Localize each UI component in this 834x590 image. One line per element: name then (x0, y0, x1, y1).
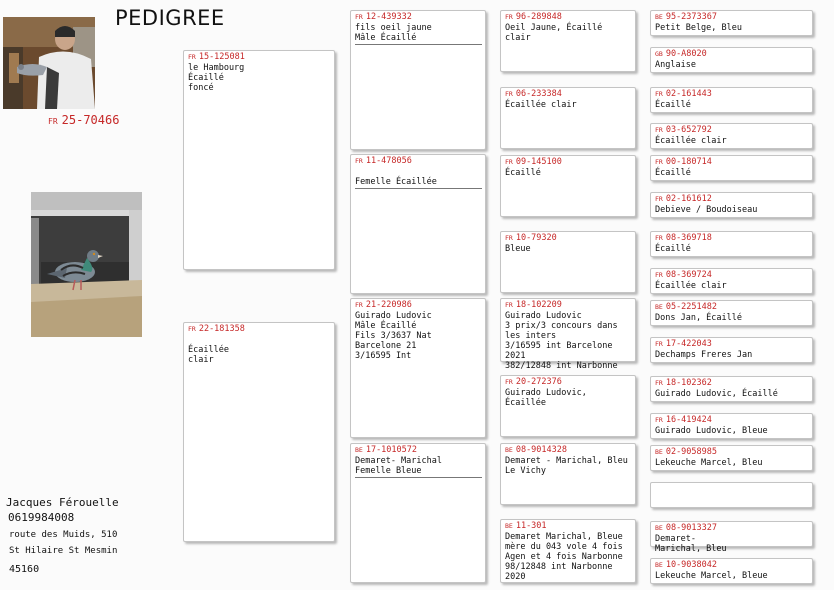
pedigree-sire: FR 15-125081 le Hambourg Écaillé foncé (183, 50, 335, 270)
pedigree-gen3-box: FR 96-289848 Oeil Jaune, Écaillé clair (500, 10, 636, 72)
page-title: PEDIGREE (115, 6, 225, 30)
pedigree-gen4-box: FR 02-161443 Écaillé (650, 87, 813, 113)
pedigree-gen3-box: FR 09-145100 Écaillé (500, 155, 636, 217)
pedigree-gen4-box: FR 08-369718 Écaillé (650, 231, 813, 257)
pedigree-gen2-box: BE 17-1010572 Demaret- Marichal Femelle Bleue (350, 443, 486, 583)
main-ring: FR 25-70466 (48, 113, 120, 127)
pedigree-gen3-box: FR 18-102209 Guirado Ludovic 3 prix/3 concours dans les inters 3/16595 int Barcelone 2021 382/12848 int Narbonne (500, 298, 636, 362)
owner-address-line1: route des Muids, 510 (9, 530, 118, 540)
pedigree-gen4-box: FR 00-180714 Écaillé (650, 155, 813, 181)
pedigree-gen4-box: BE 10-9038042 Lekeuche Marcel, Bleue (650, 558, 813, 584)
pedigree-gen3-box: FR 10-79320 Bleue (500, 231, 636, 293)
pedigree-gen4-box: BE 08-9013327 Demaret- Marichal, Bleu (650, 521, 813, 547)
pedigree-gen4-box: GB 90-A8020 Anglaise (650, 47, 813, 73)
pedigree-gen4-box: FR 08-369724 Écaillée clair (650, 268, 813, 294)
owner-name: Jacques Férouelle (6, 496, 119, 509)
pedigree-gen4-box: FR 02-161612 Debieve / Boudoiseau (650, 192, 813, 218)
pedigree-dam: FR 22-181358 Écaillée clair (183, 322, 335, 542)
pedigree-gen4-box: FR 18-102362 Guirado Ludovic, Écaillé (650, 376, 813, 402)
pedigree-gen4-box: FR 16-419424 Guirado Ludovic, Bleue (650, 413, 813, 439)
pedigree-gen4-box-empty (650, 482, 813, 508)
pedigree-gen2-box: FR 21-220986 Guirado Ludovic Mâle Écaillé Fils 3/3637 Nat Barcelone 21 3/16595 Int (350, 298, 486, 438)
owner-postcode: 45160 (9, 564, 40, 575)
owner-phone: 0619984008 (8, 511, 75, 524)
pedigree-gen3-box: BE 11-301 Demaret Marichal, Bleue mère du 043 vole 4 fois Agen et 4 fois Narbonne 98/12848 int Narbonne 2020 (500, 519, 636, 583)
pedigree-gen3-box: FR 20-272376 Guirado Ludovic, Écaillée (500, 375, 636, 437)
pedigree-gen4-box: BE 02-9058985 Lekeuche Marcel, Bleu (650, 445, 813, 471)
pedigree-gen3-box: FR 06-233384 Écaillée clair (500, 87, 636, 149)
pigeon-photo (31, 192, 142, 337)
pedigree-gen2-box: FR 11-478056 Femelle Écaillée (350, 154, 486, 294)
owner-address-line2: St Hilaire St Mesmin (9, 546, 118, 556)
pedigree-gen4-box: BE 05-2251482 Dons Jan, Écaillé (650, 300, 813, 326)
owner-photo (3, 17, 95, 109)
pedigree-gen2-box: FR 12-439332 fils oeil jaune Mâle Écaillé (350, 10, 486, 150)
pedigree-gen4-box: FR 17-422043 Dechamps Freres Jan (650, 337, 813, 363)
pedigree-gen4-box: BE 95-2373367 Petit Belge, Bleu (650, 10, 813, 36)
pedigree-gen3-box: BE 08-9014328 Demaret - Marichal, Bleu Le Vichy (500, 443, 636, 505)
pedigree-gen4-box: FR 03-652792 Écaillée clair (650, 123, 813, 149)
